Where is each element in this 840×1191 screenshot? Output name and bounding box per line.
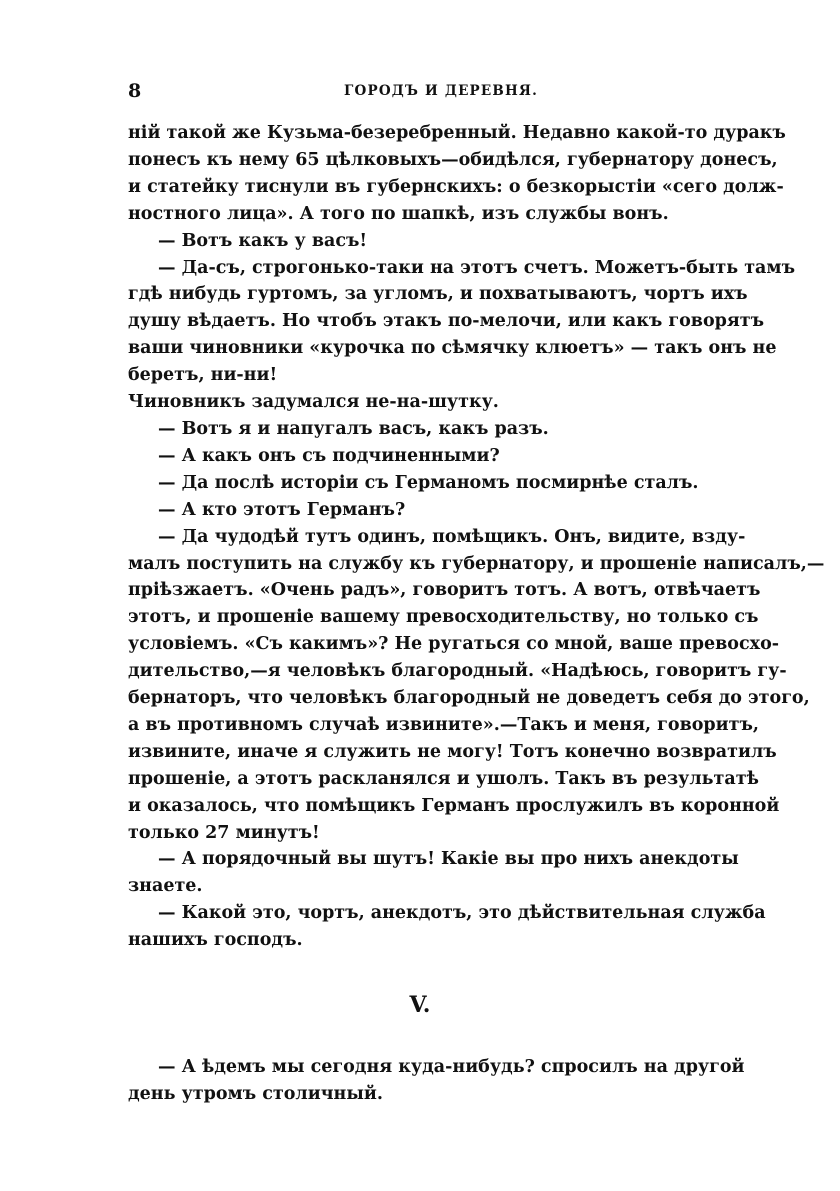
- text-line: бернаторъ, что человѣкъ благородный не доведетъ себя до этого,: [128, 688, 810, 709]
- text-line: понесъ къ нему 65 цѣлковыхъ—обидѣлся, губернатору донесъ,: [128, 149, 778, 170]
- text-line: — Какой это, чортъ, анекдотъ, это дѣйствительная служба: [158, 903, 766, 924]
- text-line: день утромъ столичный.: [128, 1084, 383, 1104]
- text-line: пріѣзжаетъ. «Очень радъ», говоритъ тотъ. А вотъ, отвѣчаетъ: [128, 580, 761, 601]
- text-line: душу вѣдаетъ. Но чтобъ этакъ по-мелочи, или какъ говорятъ: [128, 311, 765, 332]
- text-line: — А кто этотъ Германъ?: [158, 499, 406, 520]
- text-line: — А порядочный вы шутъ! Какіе вы про нихъ анекдоты: [158, 849, 739, 870]
- text-line: — Вотъ я и напугалъ васъ, какъ разъ.: [158, 418, 549, 439]
- text-line: — А какъ онъ съ подчиненными?: [158, 445, 500, 466]
- text-line: беретъ, ни-ни!: [128, 365, 278, 386]
- chapter-text: [128, 1054, 745, 1108]
- text-line: условіемъ. «Съ какимъ»? Не ругаться со мной, ваше превосхо-: [128, 634, 780, 655]
- text-line: а въ противномъ случаѣ извините».—Такъ и меня, говоритъ,: [128, 714, 759, 735]
- text-line: — А ѣдемъ мы сегодня куда-нибудь? спросилъ на другой: [158, 1057, 745, 1077]
- text-line: Чиновникъ задумался не-на-шутку.: [128, 392, 499, 413]
- text-line: только 27 минутъ!: [128, 822, 320, 843]
- text-line: извините, иначе я служить не могу! Тотъ конечно возвратилъ: [128, 741, 777, 762]
- page-header: [128, 80, 728, 104]
- chapter-heading: V.: [409, 992, 431, 1018]
- text-line: прошеніе, а этотъ раскланялся и ушолъ. Такъ въ результатѣ: [128, 768, 759, 789]
- text-line: гдѣ нибудь гуртомъ, за угломъ, и похватываютъ, чортъ ихъ: [128, 284, 748, 305]
- text-line: и статейку тиснули въ губернскихъ: о безкорыстіи «сего долж-: [128, 176, 784, 197]
- text-line: дительство,—я человѣкъ благородный. «Надѣюсь, говоритъ гу-: [128, 661, 787, 682]
- text-line: — Да послѣ исторіи съ Германомъ посмирнѣе сталъ.: [158, 472, 699, 493]
- text-line: знаете.: [128, 876, 203, 897]
- text-line: — Вотъ какъ у васъ!: [158, 230, 368, 251]
- text-line: и оказалось, что помѣщикъ Германъ прослужилъ въ коронной: [128, 795, 780, 816]
- body-text: [128, 120, 825, 954]
- page-number: 8: [128, 80, 142, 102]
- text-line: этотъ, и прошеніе вашему превосходительству, но только съ: [128, 607, 759, 628]
- text-line: — Да чудодѣй тутъ одинъ, помѣщикъ. Онъ, видите, взду-: [158, 526, 746, 547]
- text-line: ваши чиновники «курочка по сѣмячку клюетъ» — такъ онъ не: [128, 338, 777, 359]
- running-title: ГОРОДЪ И ДЕРЕВНЯ.: [344, 83, 538, 99]
- text-line: — Да-съ, строгонько-таки на этотъ счетъ. Можетъ-быть тамъ: [158, 257, 796, 278]
- text-line: нашихъ господъ.: [128, 930, 303, 951]
- text-line: ній такой же Кузьма-безеребренный. Недавно какой-то дуракъ: [128, 123, 786, 143]
- text-line: малъ поступить на службу къ губернатору, и прошеніе написалъ,—: [128, 553, 825, 574]
- text-line: ностного лица». А того по шапкѣ, изъ службы вонъ.: [128, 203, 669, 224]
